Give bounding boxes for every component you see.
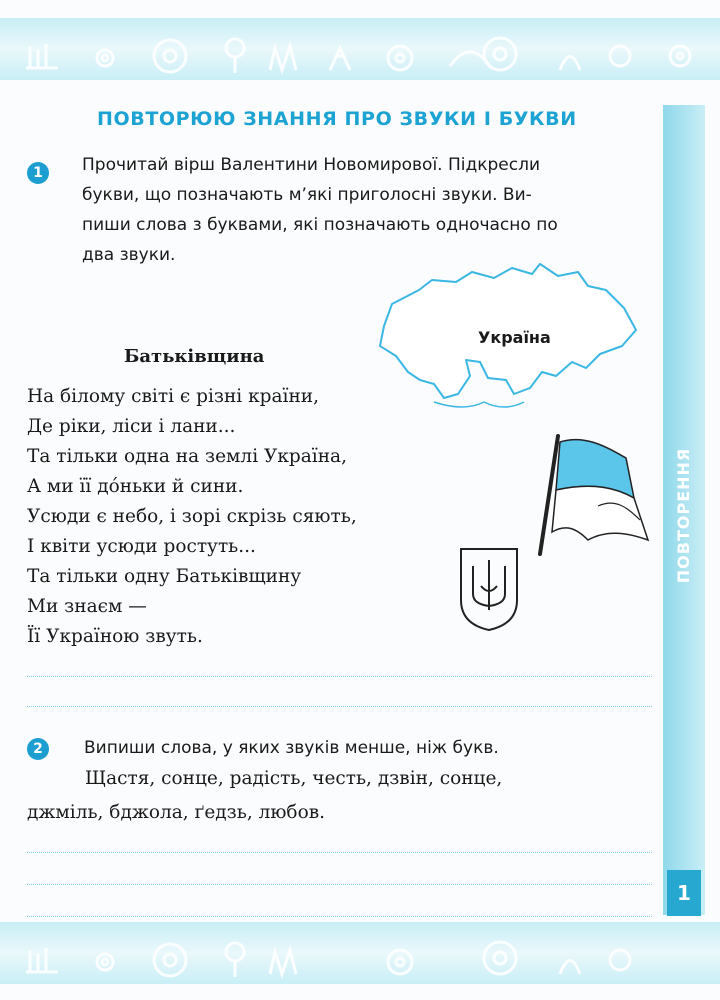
poem-line: Ми знаєм —: [27, 596, 147, 617]
trident-emblem-icon: [458, 546, 520, 632]
poem-line: А ми її до́ньки й сини.: [27, 476, 244, 497]
poem-line: Та тільки одну Батьківщину: [27, 566, 302, 587]
page-number: 1: [667, 870, 701, 916]
task-2-instruction: Випиши слова, у яких звуків менше, ніж букв.: [84, 738, 499, 758]
poem-line: І квіти усюди ростуть...: [27, 536, 256, 557]
task-1-line: Прочитай вірш Валентини Новомирової. Підкресли: [82, 155, 541, 175]
poem-line: На білому світі є різні країни,: [27, 386, 319, 407]
flower-ornament-icon: [0, 18, 720, 80]
writing-line[interactable]: [27, 916, 652, 917]
bottom-decorative-band: [0, 922, 720, 984]
poem-line: Де ріки, ліси і лани...: [27, 416, 236, 437]
task-1-line: букви, що позначають м’які приголосні звуки. Ви-: [82, 185, 532, 205]
writing-line[interactable]: [27, 852, 652, 853]
task-2-number-badge: 2: [27, 738, 49, 760]
poem-line: Та тільки одна на землі Україна,: [27, 446, 347, 467]
task-1-line: два звуки.: [82, 245, 176, 265]
flower-ornament-icon: [0, 922, 720, 984]
section-label: [663, 435, 705, 595]
poem-text: [27, 382, 357, 652]
map-label: Україна: [478, 328, 551, 347]
task-1-number-badge: 1: [27, 162, 49, 184]
writing-line[interactable]: [27, 706, 652, 707]
poem-line: Її Україною звуть.: [27, 626, 203, 647]
page-heading: ПОВТОРЮЮ ЗНАННЯ ПРО ЗВУКИ І БУКВИ: [97, 108, 577, 130]
poem-title: Батьківщина: [124, 346, 265, 367]
task-1-text: [82, 150, 558, 270]
words-line: джміль, бджола, ґедзь, любов.: [27, 802, 326, 823]
writing-line[interactable]: [27, 676, 652, 677]
poem-line: Усюди є небо, і зорі скрізь сяють,: [27, 506, 357, 527]
words-line: Щастя, сонце, радість, честь, дзвін, сонце,: [85, 768, 503, 789]
writing-line[interactable]: [27, 884, 652, 885]
top-decorative-band: [0, 18, 720, 80]
ukraine-flag-icon: [536, 428, 656, 558]
task-2-words: [27, 762, 652, 830]
section-label-text: ПОВТОРЕННЯ: [674, 447, 694, 583]
task-1-line: пиши слова з буквами, які позначають одночасно по: [82, 215, 558, 235]
